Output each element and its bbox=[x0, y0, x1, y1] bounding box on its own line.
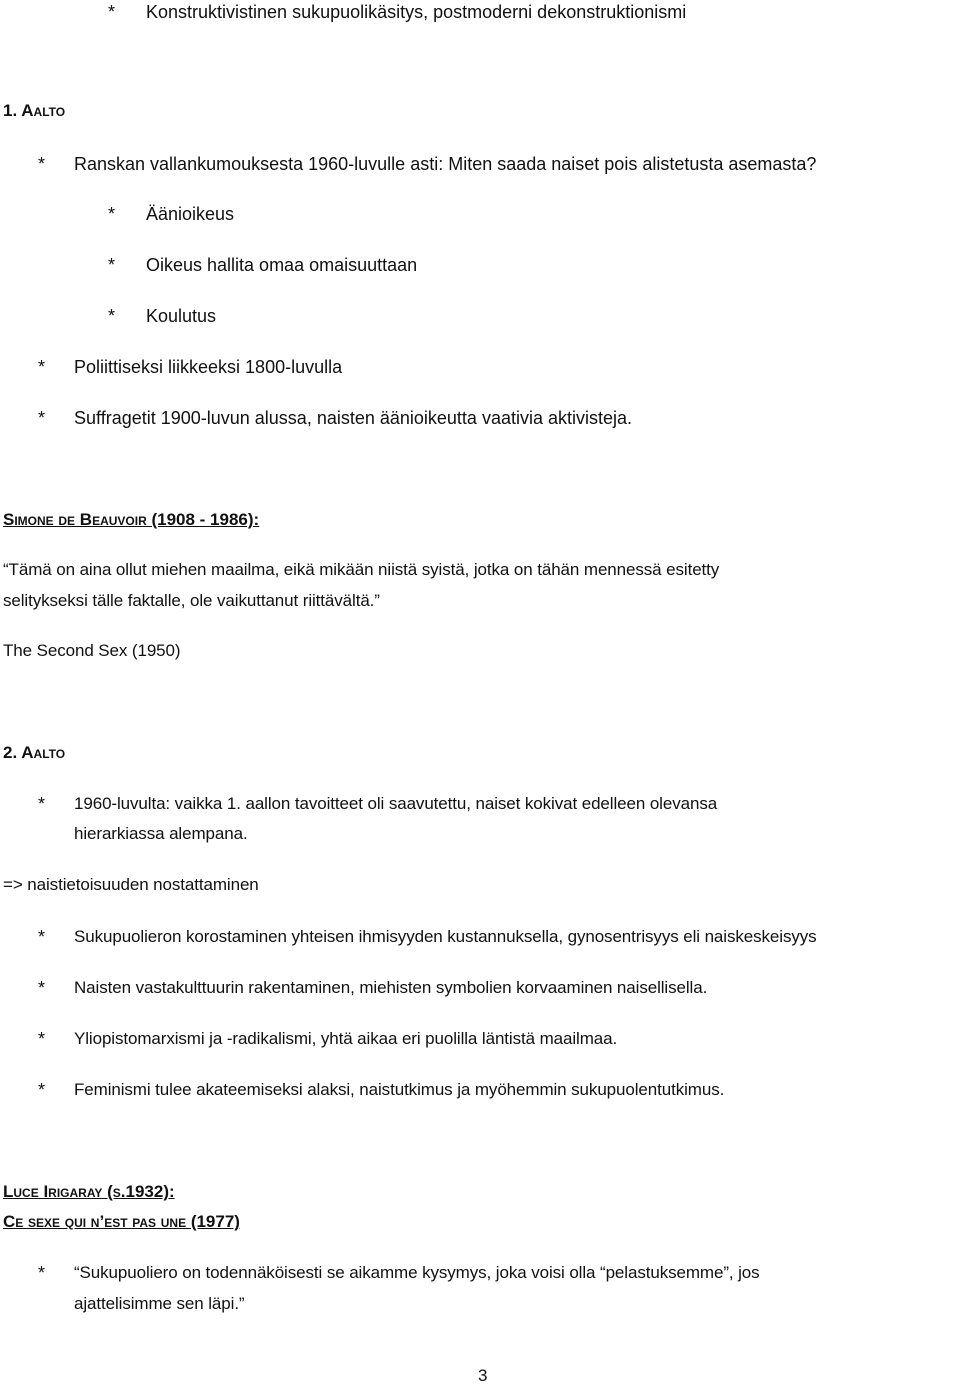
arrow-line: => naistietoisuuden nostattaminen bbox=[3, 875, 259, 894]
section2-bullet4: Yliopistomarxismi ja -radikalismi, yhtä aikaa eri puolilla läntistä maailmaa. bbox=[74, 1029, 618, 1048]
intro-bullet-text: Konstruktivistinen sukupuolikäsitys, postmoderni dekonstruktionismi bbox=[146, 2, 687, 22]
sub-bullet-3: Koulutus bbox=[146, 306, 217, 326]
bullet-star: * bbox=[108, 204, 116, 224]
irigaray-quote-line2: ajattelisimme sen läpi.” bbox=[74, 1294, 245, 1313]
bullet-star: * bbox=[38, 978, 46, 998]
bullet-star: * bbox=[38, 1263, 46, 1283]
page-number: 3 bbox=[478, 1366, 488, 1385]
beauvoir-quote-line2: selitykseksi tälle faktalle, ole vaikuttanut riittävältä.” bbox=[3, 591, 380, 610]
irigaray-quote-line1: “Sukupuoliero on todennäköisesti se aikamme kysymys, joka voisi olla “pelastuksemme”, jos bbox=[74, 1263, 760, 1282]
section1-bullet1: Ranskan vallankumouksesta 1960-luvulle asti: Miten saada naiset pois alistetusta asemasta? bbox=[74, 154, 817, 174]
bullet-star: * bbox=[38, 794, 46, 814]
bullet-star: * bbox=[38, 1080, 46, 1100]
section2-heading: 2. Aalto bbox=[3, 743, 66, 762]
irigaray-heading: Luce Irigaray (s.1932): bbox=[3, 1182, 175, 1201]
section1-bullet3: Suffragetit 1900-luvun alussa, naisten äänioikeutta vaativia aktivisteja. bbox=[74, 408, 633, 428]
beauvoir-source: The Second Sex (1950) bbox=[3, 641, 181, 660]
bullet-star: * bbox=[108, 255, 116, 275]
bullet-star: * bbox=[38, 154, 46, 174]
irigaray-work: Ce sexe qui n’est pas une (1977) bbox=[3, 1212, 240, 1231]
section2-bullet5: Feminismi tulee akateemiseksi alaksi, naistutkimus ja myöhemmin sukupuolentutkimus. bbox=[74, 1080, 725, 1099]
section2-bullet1-line1: 1960-luvulta: vaikka 1. aallon tavoitteet oli saavutettu, naiset kokivat edelleen olevansa bbox=[74, 794, 718, 813]
section2-bullet3: Naisten vastakulttuurin rakentaminen, miehisten symbolien korvaaminen naisellisella. bbox=[74, 978, 708, 997]
section1-bullet2: Poliittiseksi liikkeeksi 1800-luvulla bbox=[74, 357, 343, 377]
bullet-star: * bbox=[108, 306, 116, 326]
section1-heading: 1. Aalto bbox=[3, 101, 66, 120]
bullet-star: * bbox=[38, 1029, 46, 1049]
section2-bullet2: Sukupuolieron korostaminen yhteisen ihmisyyden kustannuksella, gynosentrisyys eli naiskeskeisyys bbox=[74, 927, 817, 946]
sub-bullet-2: Oikeus hallita omaa omaisuuttaan bbox=[146, 255, 418, 275]
bullet-star: * bbox=[38, 408, 46, 428]
section2-bullet1-line2: hierarkiassa alempana. bbox=[74, 824, 248, 843]
bullet-star: * bbox=[108, 2, 116, 22]
bullet-star: * bbox=[38, 357, 46, 377]
sub-bullet-1: Äänioikeus bbox=[146, 204, 235, 224]
beauvoir-heading: Simone de Beauvoir (1908 - 1986): bbox=[3, 510, 260, 529]
bullet-star: * bbox=[38, 927, 46, 947]
beauvoir-quote-line1: “Tämä on aina ollut miehen maailma, eikä mikään niistä syistä, jotka on tähän mennessä esitetty bbox=[3, 560, 720, 579]
